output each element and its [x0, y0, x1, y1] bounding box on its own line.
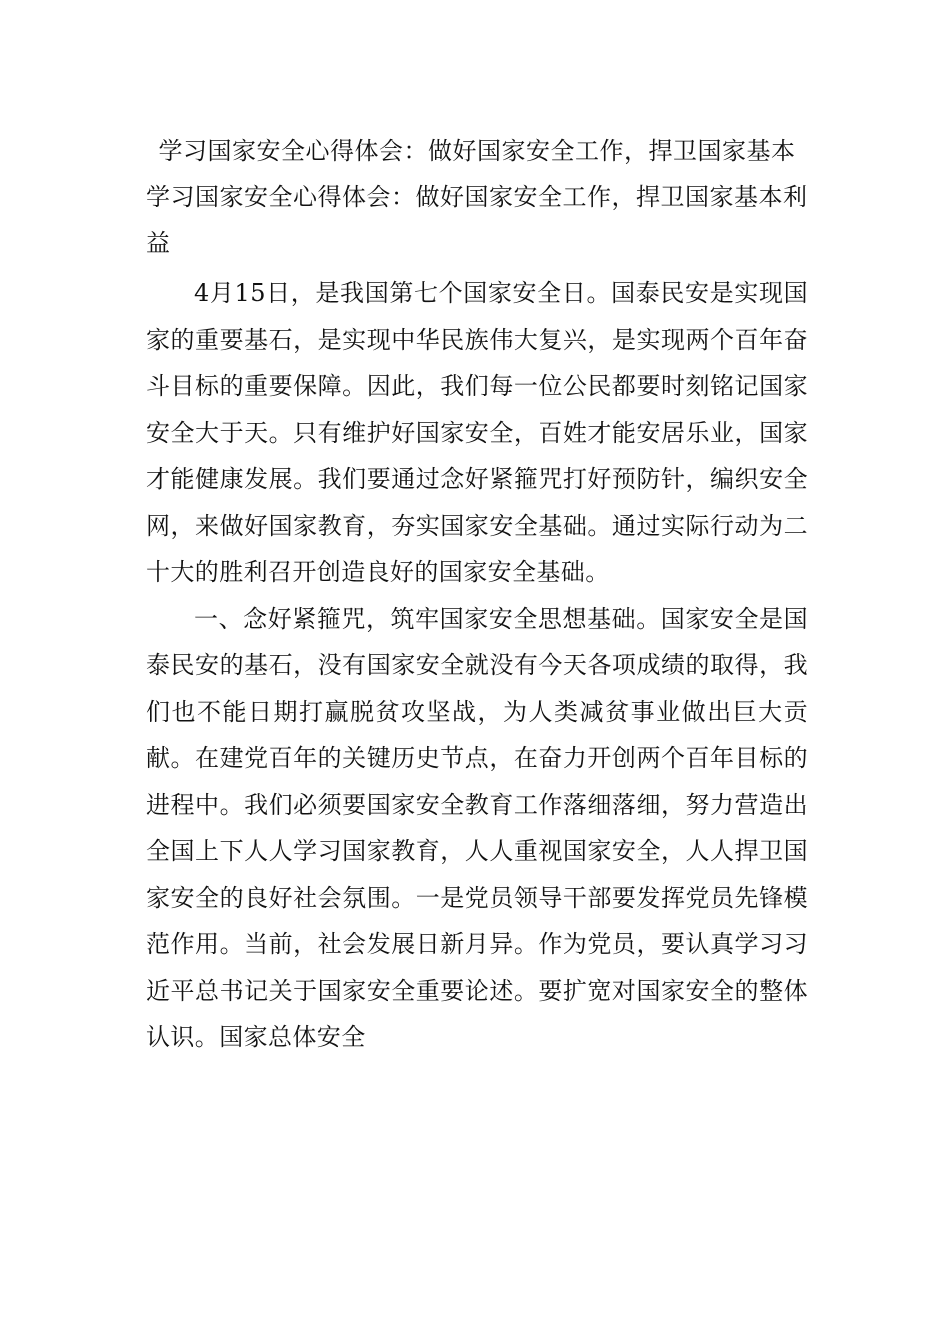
document-title: 学习国家安全心得体会：做好国家安全工作，捍卫国家基本 [158, 137, 796, 165]
paragraph-intro: 4月15日，是我国第七个国家安全日。国泰民安是实现国家的重要基石，是实现中华民族伟大复兴，是实现两个百年奋斗目标的重要保障。因此，我们每一位公民都要时刻铭记国家安全大于天。只有维护好国家安全，百姓才能安居乐业，国家才能健康发展。我们要通过念好紧箍咒打好预防针，编织安全网，来做好国家教育，夯实国家安全基础。通过实际行动为二十大的胜利召开创造良好的国家安全基础。 [146, 279, 808, 586]
paragraph-section-one: 一、念好紧箍咒，筑牢国家安全思想基础。国家安全是国泰民安的基石，没有国家安全就没有今天各项成绩的取得，我们也不能日期打赢脱贫攻坚战，为人类减贫事业做出巨大贡献。在建党百年的关键历史节点，在奋力开创两个百年目标的进程中。我们必须要国家安全教育工作落细落细，努力营造出全国上下人人学习国家教育，人人重视国家安全，人人捍卫国家安全的良好社会氛围。一是党员领导干部要发挥党员先锋模范作用。当前，社会发展日新月异。作为党员，要认真学习习近平总书记关于国家安全重要论述。要扩宽对国家安全的整体认识。国家总体安全 [146, 604, 808, 1051]
document-page [146, 128, 808, 1061]
document-subtitle: 学习国家安全心得体会：做好国家安全工作，捍卫国家基本利益 [146, 183, 808, 257]
